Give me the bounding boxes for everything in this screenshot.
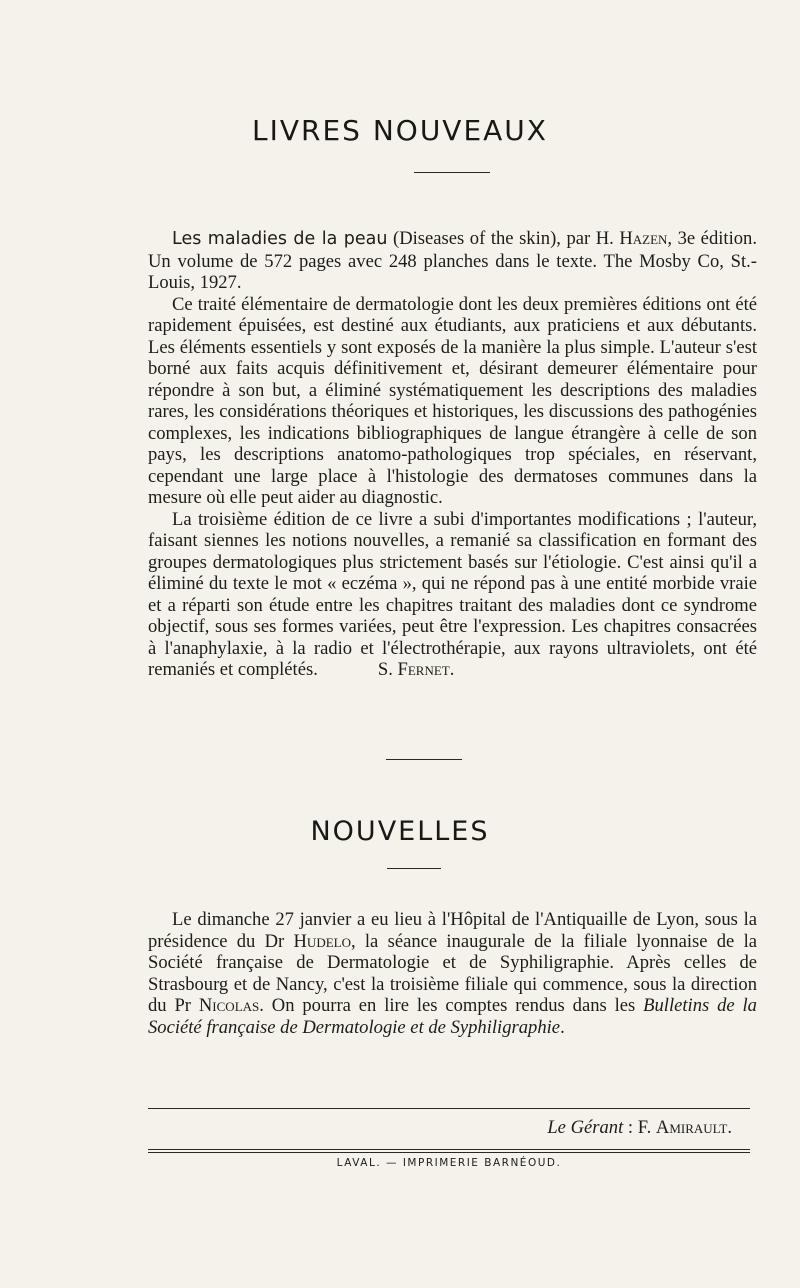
news-text-2: , la séance inaugurale de la filiale lyonnaise de la Société française de Dermatologie et de Syphiligraphie. Après celles de Strasbourg et de Nancy, c'est la troisième filiale qui commence, sous la direction du Pr — [148, 930, 757, 1016]
section-divider — [386, 759, 462, 760]
news-name-nicolas: Nicolas — [198, 995, 260, 1016]
book-title: Les maladies de la peau — [172, 229, 388, 249]
book-title-tail: (Diseases of the skin), par H. — [387, 228, 620, 249]
heading-rule — [387, 868, 441, 869]
book-ref-tail: , 3e édition. Un volume de 572 pages avec 248 planches dans le texte. The Mosby Co, St.-Louis, 1927. — [148, 228, 757, 293]
heading-rule — [414, 172, 490, 173]
review-paragraph-2-text: La troisième édition de ce livre a subi d'importantes modifications ; l'auteur, faisant siennes les notions nouvelles, a remanié sa classification en formant des groupes dermatologiques plus strictement basés sur l'étiologie. C'est ainsi qu'il a éliminé du texte le mot « eczéma », qui ne répond pas à une entité morbide vraie et a réparti son étude entre les chapitres traitant des maladies dont ce syndrome objectif, sous ses formes variées, peut être l'expression. Les chapitres consacrées à l'anaphylaxie, à la radio et l'électrothérapie, aux rayons ultraviolets, ont été remaniés et complétés. — [148, 508, 757, 680]
printer-imprint: LAVAL. — IMPRIMERIE BARNÉOUD. — [336, 1157, 562, 1169]
book-reference — [148, 228, 757, 294]
section-heading-livres: LIVRES NOUVEAUX — [252, 114, 548, 147]
news-text-3: . On pourra en lire les comptes rendus dans les — [259, 995, 644, 1016]
review-signature: S. Fernet. — [377, 659, 455, 680]
section-heading-nouvelles: NOUVELLES — [310, 816, 490, 847]
book-author: Hazen — [619, 228, 668, 249]
book-review — [148, 228, 757, 681]
news-bulletin-title: Bulletins de la Société française de Dermatologie et de Syphiligraphie — [148, 995, 757, 1038]
footer-rule-bottom — [148, 1149, 750, 1150]
news-item — [148, 909, 757, 1038]
news-text-4: . — [560, 1016, 565, 1038]
footer-rule-top — [148, 1108, 750, 1109]
gerant-name: Amirault — [655, 1117, 728, 1138]
news-text-1: Le dimanche 27 janvier a eu lieu à l'Hôpital de l'Antiquaille de Lyon, sous la présidence du Dr — [148, 909, 757, 952]
footer-rule-bottom-thin — [148, 1152, 750, 1153]
gerant-label: Le Gérant — [547, 1117, 624, 1138]
gerant-end: . — [727, 1117, 732, 1138]
review-paragraph-2 — [148, 509, 757, 681]
review-paragraph-1: Ce traité élémentaire de dermatologie dont les deux premières éditions ont été rapidement épuisées, est destiné aux étudiants, aux praticiens et aux débutants. Les éléments essentiels y sont exposés de la manière la plus simple. L'auteur s'est borné aux faits acquis définitivement et, désirant demeurer élémentaire pour répondre à son but, a éliminé systématiquement les descriptions des maladies rares, les considérations théoriques et historiques, les discussions des pathogénies complexes, les indications bibliographiques de langue étrangère à celle de son pays, les descriptions anatomo-pathologiques trop spéciales, en réservant, cependant une large place à l'histologie des dermatoses communes dans la mesure où elle peut aider au diagnostic. — [148, 293, 757, 508]
gerant-sep: : F. — [623, 1117, 656, 1138]
gerant-line — [148, 1117, 750, 1139]
news-name-hudelo: Hudelo — [293, 930, 351, 952]
news-paragraph — [148, 909, 757, 1038]
